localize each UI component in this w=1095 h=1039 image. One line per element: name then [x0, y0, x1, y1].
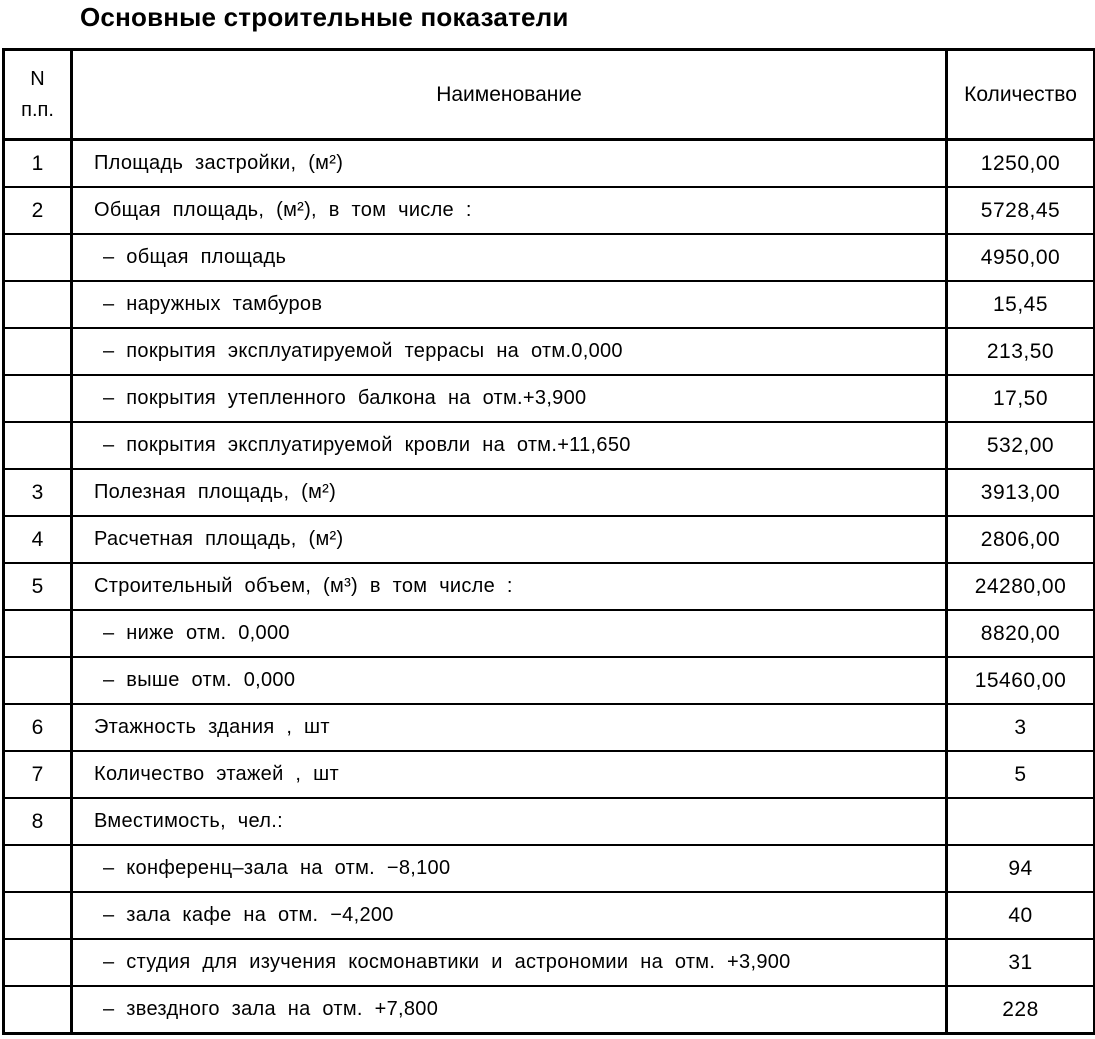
- row-number-cell: [4, 328, 72, 375]
- row-number-cell: 3: [4, 469, 72, 516]
- header-row: [4, 50, 1095, 140]
- row-quantity-cell: 17,50: [947, 375, 1095, 422]
- page-title: Основные строительные показатели: [80, 2, 569, 32]
- row-name-cell: Площадь застройки, (м²): [72, 140, 947, 188]
- row-number-cell: [4, 939, 72, 986]
- row-name-cell: Строительный объем, (м³) в том числе :: [72, 563, 947, 610]
- row-number-cell: [4, 657, 72, 704]
- table-row: [4, 798, 1095, 845]
- row-number-cell: [4, 986, 72, 1034]
- table-row: [4, 751, 1095, 798]
- row-number-cell: [4, 281, 72, 328]
- table-row: [4, 704, 1095, 751]
- table-subrow: [4, 422, 1095, 469]
- row-number-cell: [4, 892, 72, 939]
- row-number-cell: 1: [4, 140, 72, 188]
- row-name-cell: – общая площадь: [72, 234, 947, 281]
- row-number-cell: [4, 234, 72, 281]
- row-name-cell: – зала кафе на отм. −4,200: [72, 892, 947, 939]
- table-row: [4, 140, 1095, 188]
- row-name-cell: Количество этажей , шт: [72, 751, 947, 798]
- row-number-cell: [4, 610, 72, 657]
- row-name-cell: – звездного зала на отм. +7,800: [72, 986, 947, 1034]
- row-name-cell: Общая площадь, (м²), в том числе :: [72, 187, 947, 234]
- row-name-cell: – конференц–зала на отм. −8,100: [72, 845, 947, 892]
- row-quantity-cell: 2806,00: [947, 516, 1095, 563]
- table-row: [4, 516, 1095, 563]
- row-name-cell: – студия для изучения космонавтики и астрономии на отм. +3,900: [72, 939, 947, 986]
- row-quantity-cell: [947, 798, 1095, 845]
- row-number-cell: [4, 375, 72, 422]
- row-quantity-cell: 4950,00: [947, 234, 1095, 281]
- table-row: [4, 469, 1095, 516]
- table-subrow: [4, 328, 1095, 375]
- row-number-cell: [4, 422, 72, 469]
- row-quantity-cell: 532,00: [947, 422, 1095, 469]
- table-subrow: [4, 986, 1095, 1034]
- construction-indicators-table: [2, 48, 1095, 1035]
- row-quantity-cell: 213,50: [947, 328, 1095, 375]
- row-quantity-cell: 5728,45: [947, 187, 1095, 234]
- row-quantity-cell: 31: [947, 939, 1095, 986]
- table-subrow: [4, 281, 1095, 328]
- row-quantity-cell: 24280,00: [947, 563, 1095, 610]
- row-name-cell: Вместимость, чел.:: [72, 798, 947, 845]
- row-quantity-cell: 228: [947, 986, 1095, 1034]
- row-quantity-cell: 94: [947, 845, 1095, 892]
- row-name-cell: Этажность здания , шт: [72, 704, 947, 751]
- row-name-cell: – ниже отм. 0,000: [72, 610, 947, 657]
- row-name-cell: – наружных тамбуров: [72, 281, 947, 328]
- column-header-number-line1: N: [30, 67, 45, 90]
- row-number-cell: 5: [4, 563, 72, 610]
- column-header-name: Наименование: [72, 50, 947, 140]
- row-quantity-cell: 8820,00: [947, 610, 1095, 657]
- column-header-number: [4, 50, 72, 140]
- table-subrow: [4, 657, 1095, 704]
- table-subrow: [4, 375, 1095, 422]
- table-row: [4, 187, 1095, 234]
- row-quantity-cell: 40: [947, 892, 1095, 939]
- table-subrow: [4, 892, 1095, 939]
- row-name-cell: – выше отм. 0,000: [72, 657, 947, 704]
- row-number-cell: 8: [4, 798, 72, 845]
- row-name-cell: – покрытия эксплуатируемой кровли на отм.+11,650: [72, 422, 947, 469]
- row-number-cell: 2: [4, 187, 72, 234]
- row-quantity-cell: 5: [947, 751, 1095, 798]
- row-name-cell: Полезная площадь, (м²): [72, 469, 947, 516]
- table-subrow: [4, 939, 1095, 986]
- table-row: [4, 563, 1095, 610]
- row-quantity-cell: 1250,00: [947, 140, 1095, 188]
- row-number-cell: 4: [4, 516, 72, 563]
- row-quantity-cell: 3: [947, 704, 1095, 751]
- table-subrow: [4, 845, 1095, 892]
- table-subrow: [4, 234, 1095, 281]
- column-header-quantity: Количество: [947, 50, 1095, 140]
- column-header-number-line2: п.п.: [21, 98, 54, 121]
- row-name-cell: – покрытия эксплуатируемой террасы на отм.0,000: [72, 328, 947, 375]
- row-number-cell: 7: [4, 751, 72, 798]
- row-quantity-cell: 3913,00: [947, 469, 1095, 516]
- row-name-cell: – покрытия утепленного балкона на отм.+3,900: [72, 375, 947, 422]
- table-subrow: [4, 610, 1095, 657]
- row-number-cell: [4, 845, 72, 892]
- row-name-cell: Расчетная площадь, (м²): [72, 516, 947, 563]
- row-quantity-cell: 15460,00: [947, 657, 1095, 704]
- row-quantity-cell: 15,45: [947, 281, 1095, 328]
- row-number-cell: 6: [4, 704, 72, 751]
